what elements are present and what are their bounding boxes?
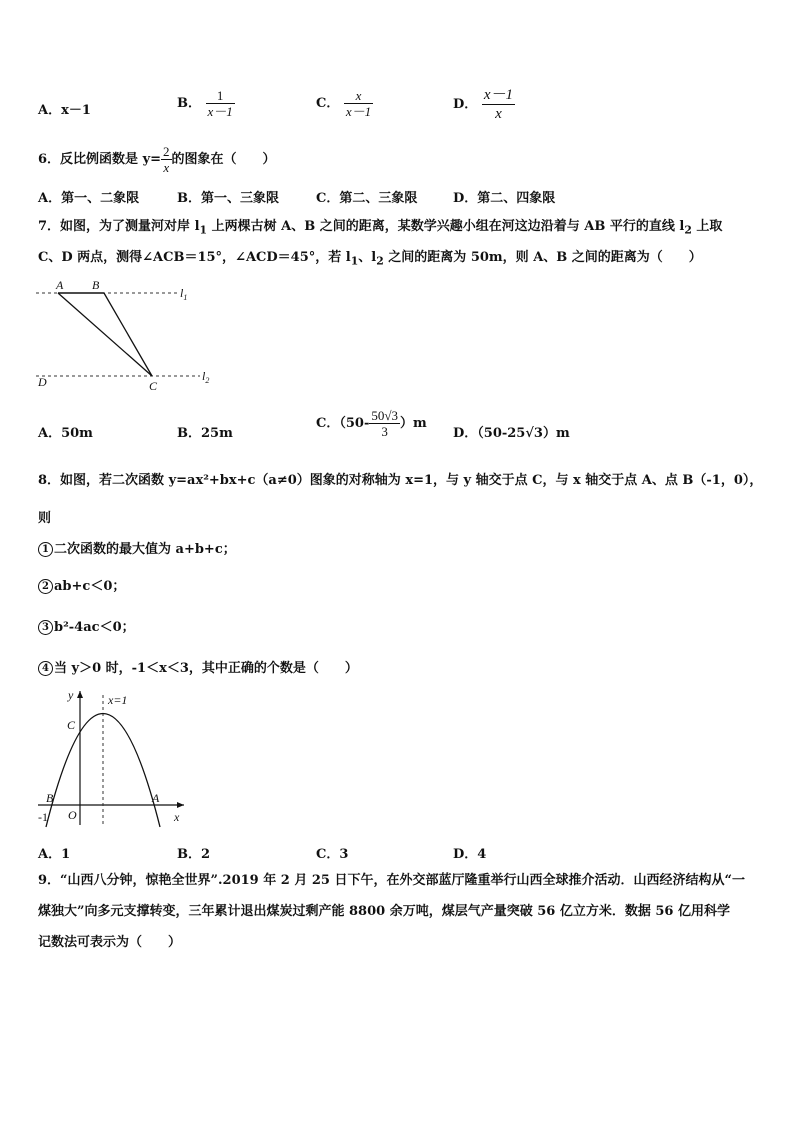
text: 上取: [691, 219, 723, 234]
label-origin: O: [68, 808, 77, 822]
fraction: [206, 88, 235, 119]
fraction-numerator: 50√3: [371, 408, 398, 423]
q8-option-c: C．3: [316, 847, 349, 862]
q8-option-d: D．4: [453, 847, 487, 862]
label-symmetry-axis: x=1: [108, 693, 128, 707]
q7-option-c: [316, 408, 427, 439]
q5-option-c: [316, 88, 373, 119]
q8-figure: [34, 685, 194, 833]
fraction: [161, 144, 172, 175]
circled-number: 2: [38, 579, 53, 594]
item-text: b²-4ac＜0；: [54, 620, 135, 635]
subscript: 1: [350, 254, 359, 268]
text: C、D 两点，测得∠ACB＝15°，∠ACD＝45°，若 l: [38, 250, 351, 265]
subscript: 2: [376, 254, 384, 268]
q5-option-b: [177, 88, 235, 119]
q7-option-d: D．（50-25√3）m: [453, 426, 570, 441]
option-label: A．: [38, 103, 62, 118]
item-text: 二次函数的最大值为 a+b+c；: [54, 542, 236, 557]
q6-option-a: A．第一、二象限: [38, 191, 140, 206]
fraction-numerator: x: [344, 88, 373, 104]
q5-option-a: [38, 99, 91, 118]
text: 、l: [358, 250, 377, 265]
option-text: x－1: [61, 103, 91, 118]
q9-stem-line3: 记数法可表示为（ ）: [38, 935, 182, 950]
q9-stem-line2: 煤独大”向多元支撑转变，三年累计退出煤炭过剩产能 8800 余万吨，煤层气产量突破 56 亿立方米．数据 56 亿用科学: [38, 904, 730, 919]
q8-item-2: [38, 579, 125, 595]
item-text: 当 y＞0 时，-1＜x＜3，其中正确的个数是（ ）: [54, 661, 358, 676]
circled-number: 3: [38, 620, 53, 635]
q6-option-b: B．第一、三象限: [177, 191, 279, 206]
text: 之间的距离为 50m，则 A、B 之间的距离为（ ）: [383, 250, 702, 265]
q5-option-d: [453, 86, 515, 123]
fraction-denominator: x－1: [345, 104, 372, 119]
option-text: ）m: [399, 416, 427, 431]
q7-option-a: A．50m: [38, 426, 93, 441]
q8-item-4: [38, 661, 358, 677]
option-label: C．: [316, 96, 340, 111]
fraction-denominator: x: [163, 160, 170, 175]
q6-stem: [38, 144, 276, 175]
label-b: B: [92, 278, 100, 292]
item-text: ab+c＜0；: [54, 579, 126, 594]
q8-option-b: B．2: [177, 847, 211, 862]
fraction-denominator: x: [495, 106, 502, 122]
label-x: x: [174, 810, 180, 824]
label-minus-one: -1: [38, 810, 48, 824]
text: 上两棵古树 A、B 之间的距离，某数学兴趣小组在河这边沿着与 AB 平行的直线 l: [207, 219, 685, 234]
label-l1: $l_1$: [180, 286, 188, 302]
q8-item-3: [38, 620, 135, 636]
label-a: A: [56, 278, 64, 292]
q8-item-1: [38, 542, 236, 558]
label-b: B: [46, 791, 54, 805]
q6-suffix: 的图象在（ ）: [171, 152, 276, 167]
fraction-denominator: x－1: [207, 104, 233, 119]
subscript: 2: [684, 223, 692, 237]
label-a: A: [152, 791, 160, 805]
q8-stem-line1: 8．如图，若二次函数 y=ax²+bx+c（a≠0）图象的对称轴为 x=1，与 y 轴交于点 C，与 x 轴交于点 A、点 B（-1，0），: [38, 473, 763, 488]
fraction: [482, 86, 515, 123]
q8-option-a: A．1: [38, 847, 71, 862]
fraction-numerator: 1: [206, 88, 235, 104]
circled-number: 1: [38, 542, 53, 557]
label-l2: $l_2$: [202, 369, 210, 385]
q7-figure: [30, 276, 220, 394]
text: 7．如图，为了测量河对岸 l: [38, 219, 200, 234]
fraction-numerator: x－1: [483, 87, 513, 103]
q7-stem-line2: [38, 250, 702, 270]
q9-stem-line1: 9．“山西八分钟，惊艳全世界”.2019 年 2 月 25 日下午，在外交部蓝厅隆重举行山西全球推介活动．山西经济结构从“一: [38, 873, 745, 888]
option-text: C．（50-: [316, 416, 370, 431]
q7-option-b: B．25m: [177, 426, 233, 441]
fraction: [369, 408, 400, 439]
fraction-denominator: 3: [381, 424, 388, 439]
circled-number: 4: [38, 661, 53, 676]
q7-stem-line1: [38, 219, 722, 239]
q6-prefix: 6．反比例函数是 y=: [38, 152, 162, 167]
label-c: C: [67, 718, 76, 732]
q8-stem-line2: 则: [38, 511, 52, 526]
q6-option-c: C．第二、三象限: [316, 191, 418, 206]
q6-option-d: D．第二、四象限: [453, 191, 556, 206]
fraction: [344, 88, 373, 119]
option-label: D．: [453, 97, 478, 112]
label-c: C: [149, 379, 158, 393]
option-label: B．: [177, 96, 201, 111]
subscript: 1: [199, 223, 208, 237]
label-y: y: [68, 688, 74, 702]
label-d: D: [38, 375, 47, 389]
fraction-numerator: 2: [163, 144, 170, 159]
